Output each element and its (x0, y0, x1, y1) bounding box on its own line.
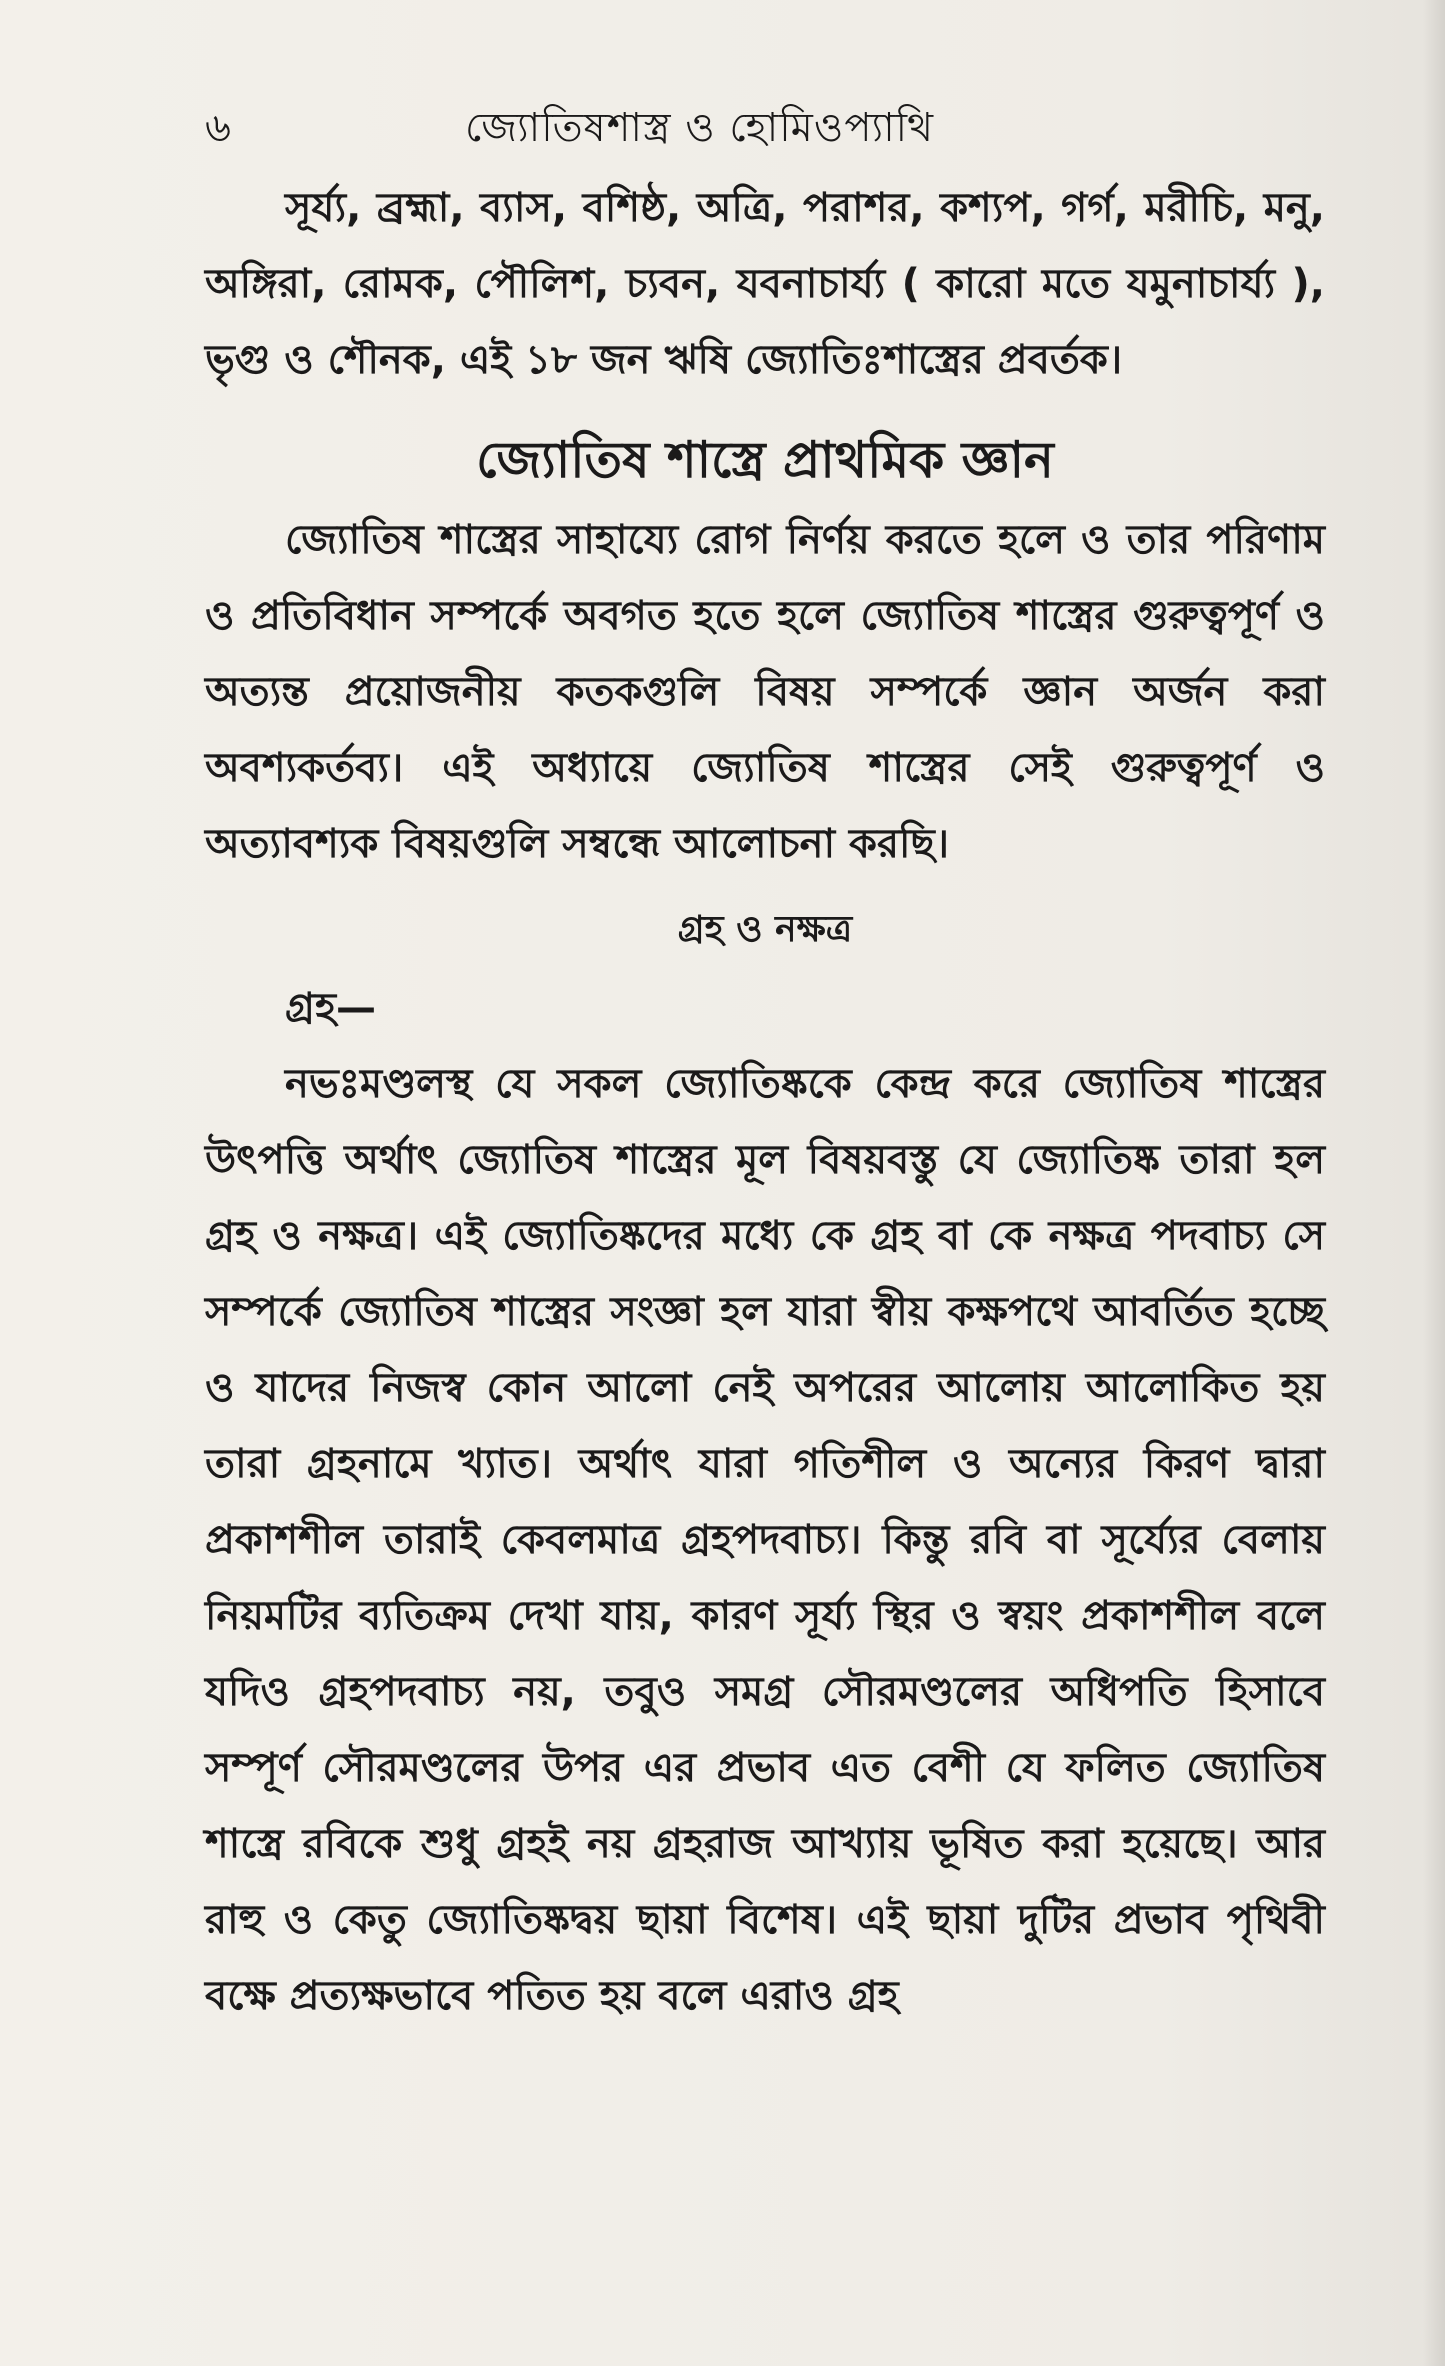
section-paragraph: জ্যোতিষ শাস্ত্রের সাহায্যে রোগ নির্ণয় করতে হলে ও তার পরিণাম ও প্রতিবিধান সম্পর্কে অবগত হতে হলে জ্যোতিষ শাস্ত্রের গুরুত্বপূর্ণ ও অত্যন্ত প্রয়োজনীয় কতকগুলি বিষয় সম্পর্কে জ্ঞান অর্জন করা অবশ্যকর্তব্য। এই অধ্যায়ে জ্যোতিষ শাস্ত্রের সেই গুরুত্বপূর্ণ ও অত্যাবশ্যক বিষয়গুলি সম্বন্ধে আলোচনা করছি। (205, 517, 1325, 867)
subsection-paragraph: নভঃমণ্ডলস্থ যে সকল জ্যোতিষ্ককে কেন্দ্র করে জ্যোতিষ শাস্ত্রের উৎপত্তি অর্থাৎ জ্যোতিষ শাস্ত্রের মূল বিষয়বস্তু যে জ্যোতিষ্ক তারা হল গ্রহ ও নক্ষত্র। এই জ্যোতিষ্কদের মধ্যে কে গ্রহ বা কে নক্ষত্র পদবাচ্য সে সম্পর্কে জ্যোতিষ শাস্ত্রের সংজ্ঞা হল যারা স্বীয় কক্ষপথে আবর্তিত হচ্ছে ও যাদের নিজস্ব কোন আলো নেই অপরের আলোয় আলোকিত হয় তারা গ্রহনামে খ্যাত। অর্থাৎ যারা গতিশীল ও অন্যের কিরণ দ্বারা প্রকাশশীল তারাই কেবলমাত্র গ্রহপদবাচ্য। কিন্তু রবি বা সূর্য্যের বেলায় নিয়মটির ব্যতিক্রম দেখা যায়, কারণ সূর্য্য স্থির ও স্বয়ং প্রকাশশীল বলে যদিও গ্রহপদবাচ্য নয়, তবুও সমগ্র সৌরমণ্ডলের অধিপতি হিসাবে সম্পূর্ণ সৌরমণ্ডলের উপর এর প্রভাব এত বেশী যে ফলিত জ্যোতিষ শাস্ত্রে রবিকে শুধু গ্রহই নয় গ্রহরাজ আখ্যায় ভূষিত করা হয়েছে। আর রাহু ও কেতু জ্যোতিষ্কদ্বয় ছায়া বিশেষ। এই ছায়া দুটির প্রভাব পৃথিবী বক্ষে প্রত্যক্ষভাবে পতিত হয় বলে এরাও গ্রহ (205, 1061, 1325, 2019)
subheading: গ্রহ— (285, 985, 376, 1031)
running-head (205, 98, 1325, 158)
running-title: জ্যোতিষশাস্ত্র ও হোমিওপ্যাথি (465, 105, 935, 151)
subsection-title: গ্রহ ও নক্ষত্র (677, 909, 853, 950)
page-edge-shadow (1423, 0, 1445, 2366)
section-title: জ্যোতিষ শাস্ত্রে প্রাথমিক জ্ঞান (476, 431, 1054, 489)
page-number: ৬ (205, 105, 232, 151)
page-content (205, 170, 1325, 2034)
intro-paragraph: সূর্য্য, ব্রহ্মা, ব্যাস, বশিষ্ঠ, অত্রি, পরাশর, কশ্যপ, গর্গ, মরীচি, মনু, অঙ্গিরা, রোমক, পৌলিশ, চ্যবন, যবনাচার্য্য ( কারো মতে যমুনাচার্য্য ), ভৃগু ও শৌনক, এই ১৮ জন ঋষি জ্যোতিঃশাস্ত্রের প্রবর্তক। (205, 185, 1325, 383)
